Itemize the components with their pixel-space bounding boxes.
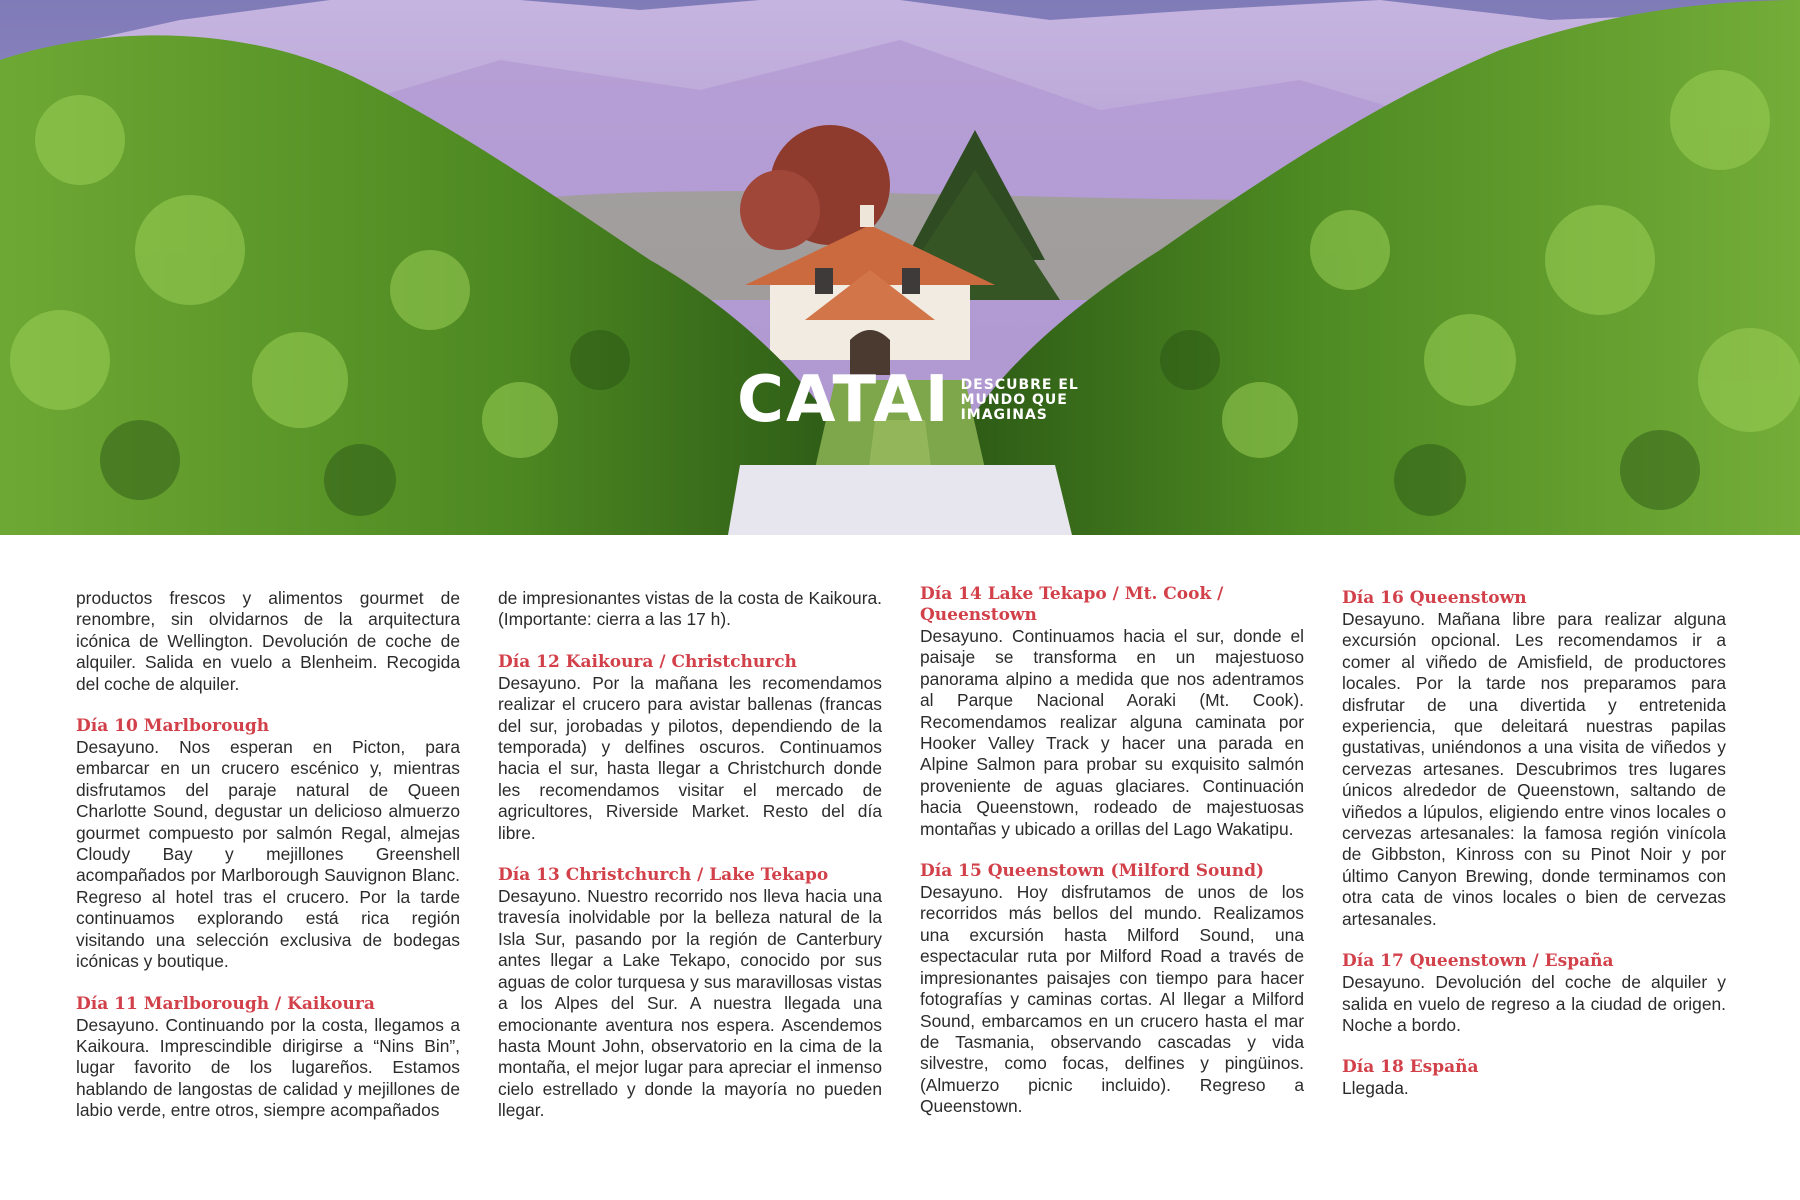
tagline-line-2: MUNDO QUE [960,391,1068,408]
itinerary-text: Llegada. [1342,1078,1409,1099]
day-title: Día 17 Queenstown / España [1342,951,1614,972]
day-title: Día 15 Queenstown (Milford Sound) [920,861,1265,882]
itinerary-text: Desayuno. Hoy disfrutamos de unos de los recorridos más bellos del mundo. Realizamos una excursión hasta Milford Sound, una espectacular ruta por Milford Road a través de impresionantes paisajes con tiempo para hacer fotografías y caminas cortas. Al llegar a Milford Sound, embarcamos en un crucero hasta el mar de Tasmania, observando cascadas y vida silvestre, como focas, delfines y pingüinos. (Almuerzo picnic incluido). Regreso a Queenstown. [920,882,1304,1117]
tagline-line-3: IMAGINAS [960,406,1048,423]
vineyard-illustration [0,0,1800,535]
logo-tagline [961,378,1079,423]
day-title: Día 16 Queenstown [1342,588,1527,608]
white-panel [728,465,1072,535]
day-title: Día 12 Kaikoura / Christchurch [498,651,797,672]
day-title: Día 11 Marlborough / Kaikoura [76,993,375,1014]
day-title: Día 18 España [1342,1057,1479,1078]
itinerary-text: Desayuno. Devolución del coche de alquiler y salida en vuelo de regreso a la ciudad de origen. Noche a bordo. [1342,972,1726,1035]
itinerary-columns [76,584,1726,1143]
itinerary-text: de impresionantes vistas de la costa de Kaikoura. (Importante: cierra a las 17 h). [498,588,882,630]
logo-wordmark: CATAI [737,363,951,437]
itinerary-text: Desayuno. Nos esperan en Picton, para embarcar en un crucero escénico y, mientras disfrutamos del paraje natural de Queen Charlotte Sound, degustar un delicioso almuerzo gourmet compuesto por salmón Regal, almejas Cloudy Bay y mejillones Greenshell acompañados por Marlborough Sauvignon Blanc. Regreso al hotel tras el crucero. Por la tarde continuamos explorando está rica región visitando una selección exclusiva de bodegas icónicas y boutique. [76,737,460,972]
column-1 [76,588,460,1143]
itinerary-text: Desayuno. Mañana libre para realizar alguna excursión opcional. Les recomendamos ir a comer al viñedo de Amisfield, de productores locales. Por la tarde nos preparamos para disfrutar de una divertida y entretenida experiencia, que deleitará nuestras papilas gustativas, uniéndonos a una visita de viñedos y cervezas artesanes. Descubrimos tres lugares únicos alrededor de Queenstown, saltando de viñedos a lúpulos, eligiendo entre vinos locales o cervezas artesanales: la famosa región vinícola de Gibbston, Kinross con su Pinot Noir y por último Canyon Brewing, donde terminamos con otra cata de vinos locales o bien de cervezas artesanales. [1342,609,1726,929]
catai-logo [737,363,1079,437]
day-title: Día 10 Marlborough [76,716,270,737]
day-title: Día 14 Lake Tekapo / Mt. Cook / Queenstown [920,584,1224,625]
column-4 [1342,588,1726,1143]
itinerary-text: Desayuno. Nuestro recorrido nos lleva hacia una travesía inolvidable por la belleza natural de la Isla Sur, pasando por la región de Canterbury antes llegar a Lake Tekapo, conocido por sus aguas de color turquesa y sus maravillosas vistas a los Alpes del Sur. A nuestra llegada una emocionante aventura nos espera. Ascendemos hasta Mount John, observatorio en la cima de la montaña, el mejor lugar para apreciar el inmenso cielo estrellado y donde la mayoría no pueden llegar. [498,886,882,1121]
day-title: Día 13 Christchurch / Lake Tekapo [498,865,829,886]
column-2 [498,588,882,1143]
itinerary-text: productos frescos y alimentos gourmet de renombre, sin olvidarnos de la arquitectura icónica de Wellington. Devolución de coche de alquiler. Salida en vuelo a Blenheim. Recogida del coche de alquiler. [76,588,460,694]
itinerary-text: Desayuno. Por la mañana les recomendamos realizar el crucero para avistar ballenas (francas del sur, jorobadas y pilotos, dependiendo de la temporada) y delfines oscuros. Continuamos hacia el sur, hasta llegar a Christchurch donde les recomendamos visitar el mercado de agricultores, Riverside Market. Resto del día libre. [498,672,882,843]
itinerary-text: Desayuno. Continuamos hacia el sur, donde el paisaje se transforma en un majestuoso panorama alpino a medida que nos adentramos al Parque Nacional Aoraki (Mt. Cook). Recomendamos realizar alguna caminata por Hooker Valley Track y hacer una parada en Alpine Salmon para probar su exquisito salmón proveniente de aguas glaciares. Continuación hacia Queenstown, rodeado de majestuosas montañas y ubicado a orillas del Lago Wakatipu. [920,626,1304,839]
column-3 [920,584,1304,1143]
itinerary-text: Desayuno. Continuando por la costa, llegamos a Kaikoura. Imprescindible dirigirse a “Nins Bin”, lugar favorito de los lugareños. Estamos hablando de langostas de calidad y mejillones de labio verde, entre otros, siempre acompañados [76,1014,460,1121]
tagline-line-1: DESCUBRE EL [960,376,1079,393]
hero-photo [0,0,1800,535]
